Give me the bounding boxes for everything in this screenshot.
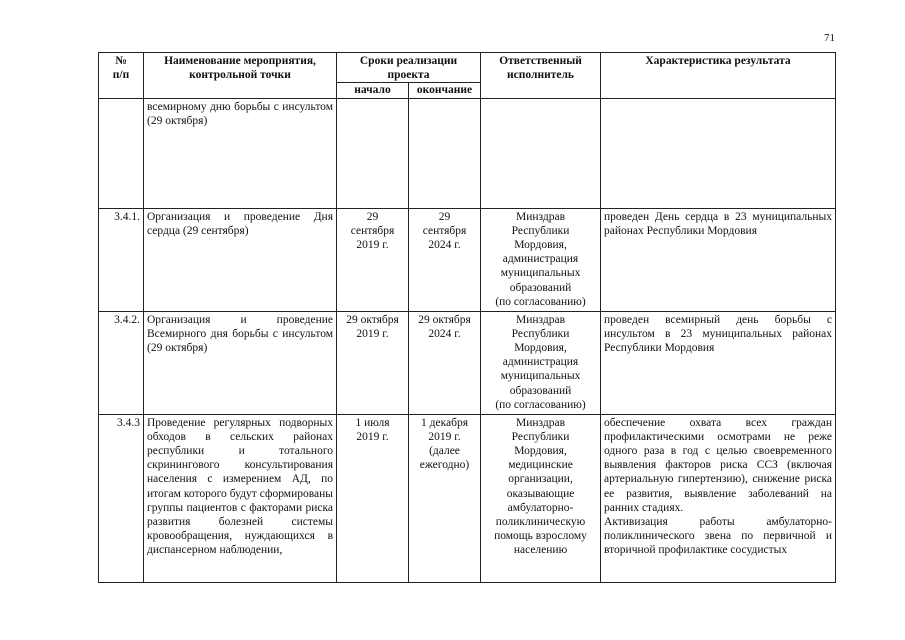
header-result: Характеристика результата bbox=[601, 53, 836, 99]
table-row bbox=[99, 208, 836, 311]
row-result: проведен День сердца в 23 муниципальных районах Республики Мордовия bbox=[601, 208, 836, 311]
row-name: всемирному дню борьбы с инсультом (29 октября) bbox=[144, 98, 337, 208]
row-result: проведен всемирный день борьбы с инсультом в 23 муниципальных районах Республики Мордовия bbox=[601, 311, 836, 414]
row-end: 29 сентября 2024 г. bbox=[409, 208, 481, 311]
row-result: обеспечение охвата всех граждан профилактическими осмотрами не реже одного раза в год с целью своевременного выявления факторов риска ССЗ (включая артериальную гипертензию), снижение риска ее развития, выявление заболеваний на ранних стадиях. Активизация работы амбулаторно-поликлинического звена по первичной и вторичной профилактике сосудистых bbox=[601, 414, 836, 582]
row-responsible: Минздрав Республики Мордовия, администрация муниципальных образований (по согласованию) bbox=[481, 208, 601, 311]
row-start bbox=[337, 98, 409, 208]
page-number: 71 bbox=[824, 32, 835, 44]
row-start: 29 сентября 2019 г. bbox=[337, 208, 409, 311]
row-end: 1 декабря 2019 г. (далее ежегодно) bbox=[409, 414, 481, 582]
table-row bbox=[99, 414, 836, 582]
row-result bbox=[601, 98, 836, 208]
header-terms: Сроки реализации проекта bbox=[337, 53, 481, 83]
row-end bbox=[409, 98, 481, 208]
row-number: 3.4.3 bbox=[99, 414, 144, 582]
header-number: № п/п bbox=[99, 53, 144, 99]
row-number: 3.4.2. bbox=[99, 311, 144, 414]
header-name: Наименование мероприятия, контрольной точки bbox=[144, 53, 337, 99]
table-row bbox=[99, 311, 836, 414]
row-responsible: Минздрав Республики Мордовия, медицинские организации, оказывающие амбулаторно- поликлиническую помощь взрослому населению bbox=[481, 414, 601, 582]
activity-table bbox=[98, 52, 836, 583]
row-number: 3.4.1. bbox=[99, 208, 144, 311]
row-number bbox=[99, 98, 144, 208]
row-name: Проведение регулярных подворных обходов в сельских районах республики и тотального скринингового консультирования населения с измерением АД, по итогам которого будут сформированы группы пациентов с факторами риска развития болезней системы кровообращения, нуждающихся в диспансерном наблюдении, bbox=[144, 414, 337, 582]
row-name: Организация и проведение Дня сердца (29 сентября) bbox=[144, 208, 337, 311]
header-end: окончание bbox=[409, 83, 481, 98]
row-name: Организация и проведение Всемирного дня борьбы с инсультом (29 октября) bbox=[144, 311, 337, 414]
row-end: 29 октября 2024 г. bbox=[409, 311, 481, 414]
row-start: 29 октября 2019 г. bbox=[337, 311, 409, 414]
row-start: 1 июля 2019 г. bbox=[337, 414, 409, 582]
row-responsible bbox=[481, 98, 601, 208]
header-responsible: Ответственный исполнитель bbox=[481, 53, 601, 99]
header-start: начало bbox=[337, 83, 409, 98]
table-row bbox=[99, 98, 836, 208]
row-responsible: Минздрав Республики Мордовия, администрация муниципальных образований (по согласованию) bbox=[481, 311, 601, 414]
